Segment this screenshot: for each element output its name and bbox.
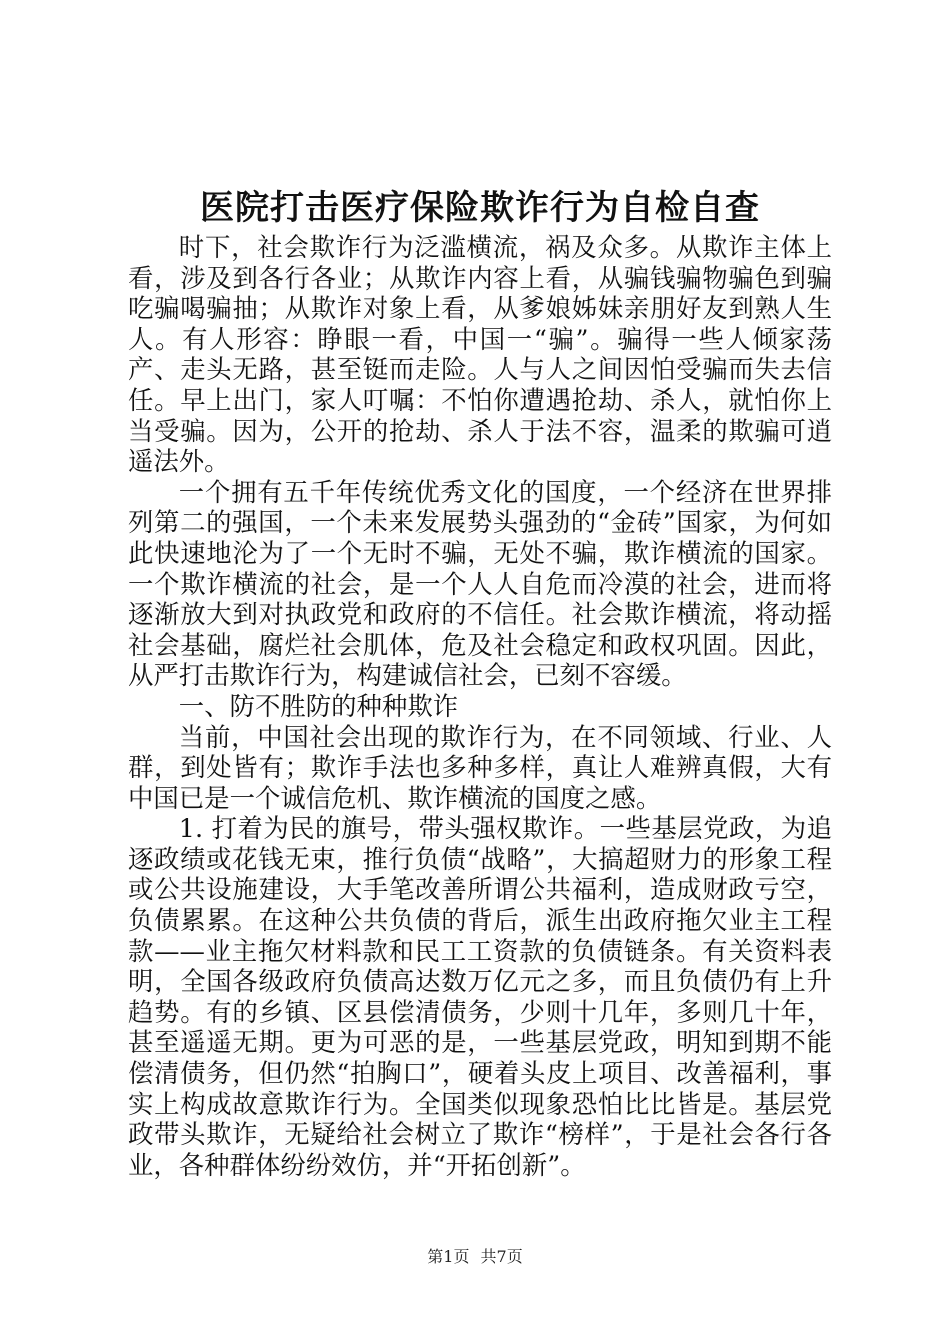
page-number: 第1页 bbox=[427, 1247, 470, 1266]
page-total: 共7页 bbox=[480, 1247, 523, 1266]
document-title: 医院打击医疗保险欺诈行为自检自查 bbox=[200, 188, 760, 228]
document-body bbox=[128, 232, 832, 1180]
paragraph: 1. 打着为民的旗号，带头强权欺诈。一些基层党政，为追逐政绩或花钱无束，推行负债“战略”，大搞超财力的形象工程或公共设施建设，大手笔改善所谓公共福利，造成财政亏空，负债累累。在这种公共负债的背后，派生出政府拖欠业主工程款——业主拖欠材料款和民工工资款的负债链条。有关资料表明，全国各级政府负债高达数万亿元之多，而且负债仍有上升趋势。有的乡镇、区县偿清债务，少则十几年，多则几十年，甚至遥遥无期。更为可恶的是，一些基层党政，明知到期不能偿清债务，但仍然“拍胸口”，硬着头皮上项目、改善福利，事实上构成故意欺诈行为。全国类似现象恐怕比比皆是。基层党政带头欺诈，无疑给社会树立了欺诈“榜样”，于是社会各行各业，各种群体纷纷效仿，并“开拓创新”。 bbox=[128, 813, 832, 1180]
page-footer bbox=[0, 1244, 950, 1267]
document-page bbox=[128, 186, 832, 1180]
paragraph: 一个拥有五千年传统优秀文化的国度，一个经济在世界排列第二的强国，一个未来发展势头强劲的“金砖”国家，为何如此快速地沦为了一个无时不骗，无处不骗，欺诈横流的国家。一个欺诈横流的社会，是一个人人自危而冷漠的社会，进而将逐渐放大到对执政党和政府的不信任。社会欺诈横流，将动摇社会基础，腐烂社会肌体，危及社会稳定和政权巩固。因此，从严打击欺诈行为，构建诚信社会，已刻不容缓。 bbox=[128, 476, 832, 691]
paragraph: 时下，社会欺诈行为泛滥横流，祸及众多。从欺诈主体上看，涉及到各行各业；从欺诈内容上看，从骗钱骗物骗色到骗吃骗喝骗抽；从欺诈对象上看，从爹娘姊妹亲朋好友到熟人生人。有人形容：睁眼一看，中国一“骗”。骗得一些人倾家荡产、走头无路，甚至铤而走险。人与人之间因怕受骗而失去信任。早上出门，家人叮嘱：不怕你遭遇抢劫、杀人，就怕你上当受骗。因为，公开的抢劫、杀人于法不容，温柔的欺骗可逍遥法外。 bbox=[128, 232, 832, 477]
paragraph: 当前，中国社会出现的欺诈行为，在不同领域、行业、人群，到处皆有；欺诈手法也多种多样，真让人难辨真假，大有中国已是一个诚信危机、欺诈横流的国度之感。 bbox=[128, 721, 832, 813]
section-heading: 一、防不胜防的种种欺诈 bbox=[178, 690, 459, 721]
